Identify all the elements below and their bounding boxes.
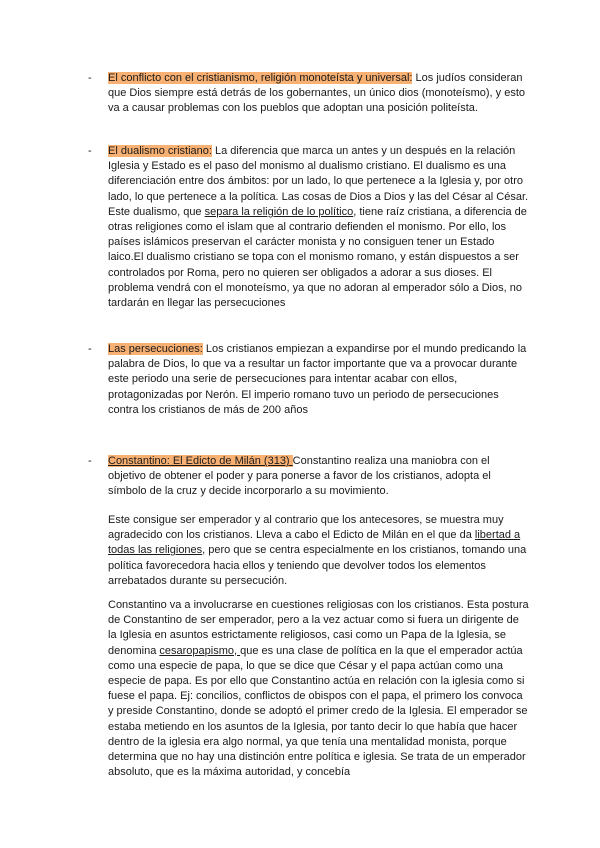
paragraph-text: , tiene raíz cristiana, a diferencia de otras religiones como el islam que al contrario defienden el monismo. Por ello, los países islámicos preservan el carácter monista y no consiguen tener un Estado laico.El dualismo cristiano se topa con el monismo romano, y están dispuestos a ser controlados por Roma, pero no quieren ser obligados a adorar a sus dioses. El problema vendrá con el monoteísmo, ya que no adoran al emperador sólo a Dios, no tardarán en llegar las persecuciones	[108, 205, 527, 310]
highlighted-heading: El conflicto con el cristianismo, religión monoteísta y universal:	[108, 72, 413, 84]
paragraph-dualismo	[108, 144, 530, 311]
underlined-text: cesaropapismo,	[159, 644, 241, 657]
paragraph-text: Los judíos consideran que Dios siempre está detrás de los gobernantes, un único dios (monoteísmo), y esto va a causar problemas con los pueblos que adoptan una posición politeísta.	[108, 72, 526, 115]
bullet-marker: -	[88, 343, 92, 355]
bullet-marker: -	[88, 145, 92, 157]
paragraph-text: Este consigue ser emperador y al contrario que los antecesores, se muestra muy agradecido con los cristianos. Lleva a cabo el Edicto de Milán en el que da	[108, 514, 504, 542]
highlighted-heading: Las persecuciones:	[108, 343, 203, 355]
highlighted-heading: El dualismo cristiano:	[108, 145, 212, 157]
paragraph-text: La diferencia que marca un antes y un después en la relación Iglesia y Estado es el paso del monismo al dualismo cristiano. El dualismo es una diferenciación entre dos ámbitos: por un lado, lo que pertenece a la Iglesia y, por otro lado, lo que pertenece a la política. Las cosas de Dios a Dios y las del César al César. Este dualismo, que	[108, 145, 529, 218]
paragraph-constantino	[108, 454, 530, 500]
paragraph-text: Los cristianos empiezan a expandirse por el mundo predicando la palabra de Dios, lo que va a resultar un factor importante que va a provocar durante este periodo una serie de persecuciones para intentar acabar con ellos, protagonizadas por Nerón. El imperio romano tuvo un periodo de persecuciones contra los cristianos de más de 200 años	[108, 343, 527, 416]
paragraph-text: Constantino va a involucrarse en cuestiones religiosas con los cristianos. Esta postura de Constantino de ser emperador, pero a la vez actuar como si fuera un dirigente de la Iglesia en asuntos estrictamente religiosos, casi como un Papa de la Iglesia, se denomina	[108, 599, 529, 657]
paragraph-cesaropapismo	[108, 598, 530, 780]
highlighted-heading: Constantino: El Edicto de Milán (313)	[108, 455, 293, 467]
paragraph-text: Constantino realiza una maniobra con el objetivo de obtener el poder y para ponerse a favor de los cristianos, adopta el símbolo de la cruz y decide incorporarlo a su movimiento.	[108, 455, 491, 498]
bullet-marker: -	[88, 72, 92, 84]
paragraph-persecuciones	[108, 342, 530, 418]
paragraph-conflicto	[108, 71, 530, 117]
underlined-text: libertad a todas las religiones	[108, 529, 521, 557]
paragraph-text: que es una clase de política en la que el emperador actúa como una especie de papa, lo que se dice que César y el papa actúan como una especie de papa. Es por ello que Constantino actúa en relación con la iglesia como si fuese el papa. Ej: concilios, conflictos de obispos con el papa, el primero los convoca y preside Constantino, donde se adoptó el primer credo de la Iglesia. El emperador se estaba metiendo en los asuntos de la Iglesia, por tanto decir lo que había que hacer dentro de la iglesia era algo normal, ya que tenía una mentalidad monista, porque determina que no hay una distinción entre política e iglesia. Se trata de un emperador absoluto, que es la máxima autoridad, y concebía	[108, 644, 528, 779]
paragraph-edicto	[108, 513, 530, 589]
underlined-text: separa la religión de lo político	[204, 205, 354, 218]
paragraph-text: , pero que se centra especialmente en los cristianos, tomando una política favorecedora hacia ellos y teniendo que devolver todos los elementos arrebatados durante su persecución.	[108, 544, 527, 587]
bullet-marker: -	[88, 455, 92, 467]
